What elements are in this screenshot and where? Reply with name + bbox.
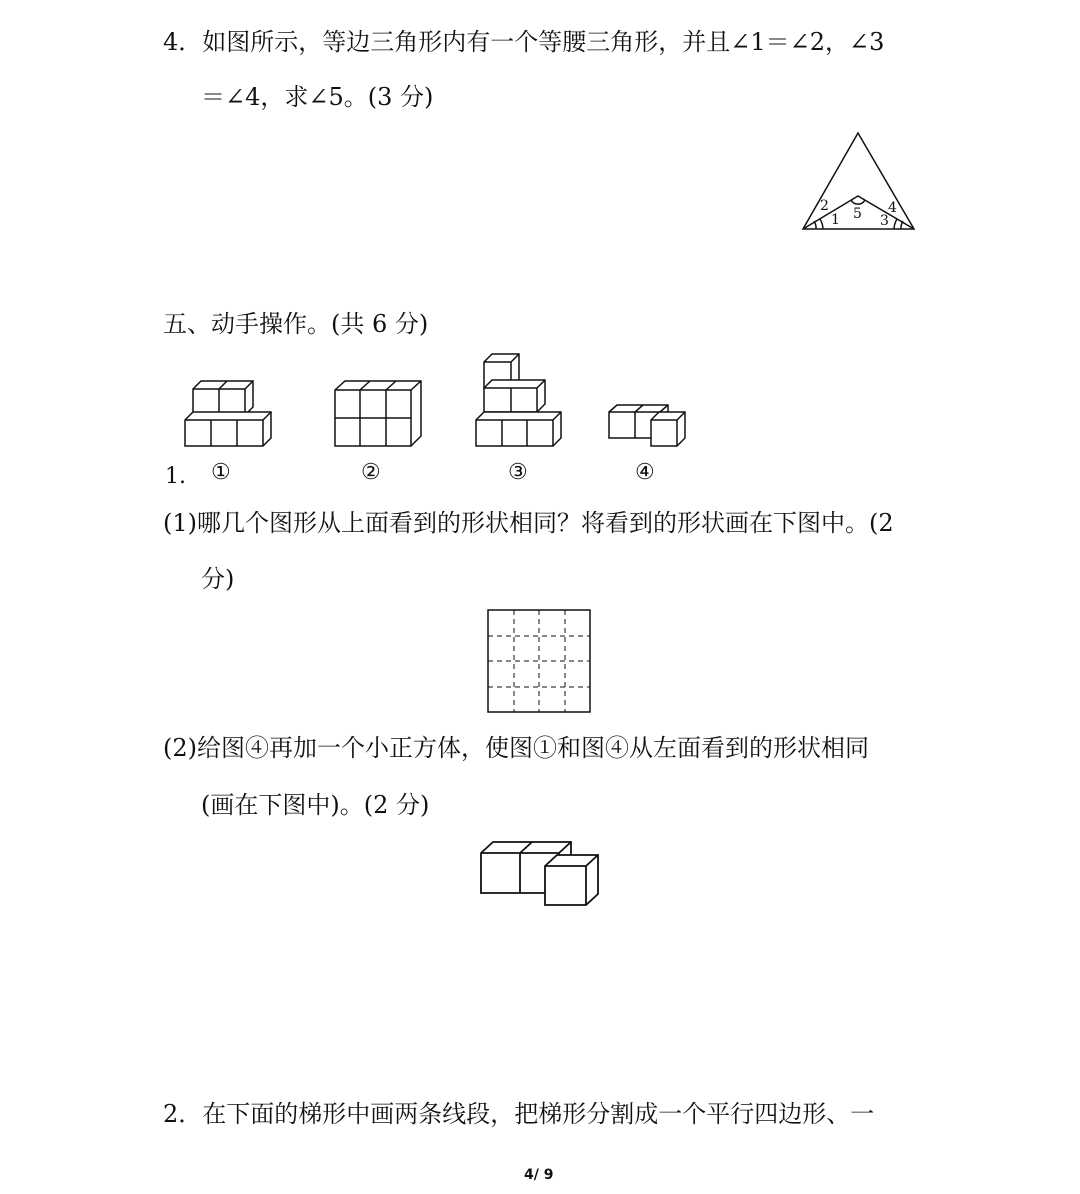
angle-label-4: 4 [888,200,897,216]
page-number: 4/ 9 [524,1167,554,1183]
figure-label-3: ③ [508,460,528,485]
sub-question-2-line-1: (2)给图④再加一个小正方体，使图①和图④从左面看到的形状相同 [163,734,869,762]
sub-question-1-line-1: (1)哪几个图形从上面看到的形状相同？将看到的形状画在下图中。(2 [163,509,894,537]
question-4-line-2: ＝∠4，求∠5。(3 分) [201,83,434,111]
question-2-line-1: 2．在下面的梯形中画两条线段，把梯形分割成一个平行四边形、一 [163,1100,875,1128]
figure-label-1: ① [211,460,231,485]
sub-question-1-line-2: 分) [201,565,235,593]
figure-label-2: ② [361,460,381,485]
section-5-title: 五、动手操作。(共 6 分) [163,310,429,338]
angle-label-5: 5 [853,206,862,222]
angle-label-2: 2 [820,198,829,214]
question-4-line-1: 4．如图所示，等边三角形内有一个等腰三角形，并且∠1＝∠2，∠3 [163,28,885,56]
sub-question-2-line-2: (画在下图中)。(2 分) [201,791,430,819]
angle-label-1: 1 [831,212,840,228]
angle-label-3: 3 [880,213,889,229]
question-1-number: 1. [165,464,186,489]
figure-label-4: ④ [635,460,655,485]
